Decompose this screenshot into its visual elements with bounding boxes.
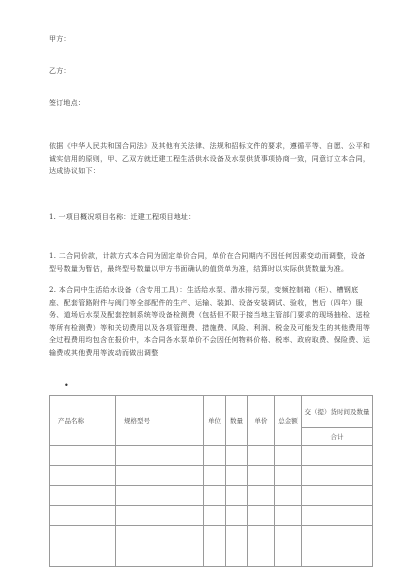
table-cell <box>116 446 204 466</box>
col-header-price: 单价 <box>248 396 275 446</box>
table-cell <box>248 446 275 466</box>
col-header-unit: 单位 <box>204 396 226 446</box>
table-cell <box>204 486 226 506</box>
product-table <box>49 395 373 567</box>
party-a-line: 甲方： <box>49 35 71 43</box>
paragraph-bullet: • <box>64 381 69 390</box>
table-cell <box>275 466 302 486</box>
table-cell <box>50 486 116 506</box>
table-cell <box>116 486 204 506</box>
table-cell <box>248 486 275 506</box>
col-header-qty: 数量 <box>226 396 248 446</box>
col-header-spec: 规格型号 <box>116 396 204 446</box>
intro-paragraph: 依据《中华人民共和国合同法》及其他有关法律、法规和招标文件的要求，遵循平等、自愿、公平和诚实信用的原则，甲、乙双方就迁建工程生活供水设备及水泵供货事项协商一致，同意订立本合同，达成协议如下： <box>49 142 371 175</box>
table-cell <box>302 446 373 466</box>
table-cell <box>226 446 248 466</box>
table-row <box>50 446 373 466</box>
table-cell <box>116 506 204 526</box>
table-row <box>50 526 373 567</box>
table-cell <box>302 466 373 486</box>
table-cell <box>302 526 373 567</box>
table-cell <box>275 486 302 506</box>
table-row <box>50 486 373 506</box>
col-header-delivery: 交（提）货时间及数量 <box>302 396 373 428</box>
table-cell <box>302 506 373 526</box>
table-cell <box>204 526 226 567</box>
table-cell <box>50 466 116 486</box>
col-header-product: 产品名称 <box>50 396 116 446</box>
table-row <box>50 506 373 526</box>
table-cell <box>50 526 116 567</box>
clause2-paragraph: 2. 本合同中生活给水设备（含专用工具）：生活给水泵、潜水排污泵，变频控制箱（柜）、槽钢底座、配套管路附件与阀门等全部配件的生产、运输、装卸、设备安装调试、验收，售后（四年）服务、道场后水泵及配套控制系统等设备检测费（包括但不限于接当地主管部门要求的现场抽检、送检等所有检测费）等和关切费用以及各项管理费、措施费、风险、利润、税金及可能发生的其他费用等全过程费用均包含在报价中，本合同各水泵单价不会因任何物料价格、税率、政府取费、保险费、运输费或其他费用等波动而做出调整 <box>49 286 371 357</box>
table-cell <box>204 506 226 526</box>
table-cell <box>248 506 275 526</box>
table-cell <box>204 466 226 486</box>
table-cell <box>226 506 248 526</box>
table-cell <box>226 466 248 486</box>
section1-heading: 1. 一项目概况项目名称：迁建工程项目地址： <box>49 213 196 221</box>
sign-place-line: 签订地点： <box>49 99 85 107</box>
table-cell <box>275 446 302 466</box>
clause1-paragraph: 1. 二合同价款，计款方式本合同为固定单价合同，单价在合同期内不因任何因素变动而调整，设备型号数量为暂估，最终型号数量以甲方书面确认的值货单为准，结算时以实际供货数量为准。 <box>49 252 366 273</box>
party-b-line: 乙方： <box>49 67 71 75</box>
table-cell <box>226 526 248 567</box>
table-cell <box>116 466 204 486</box>
col-header-total: 总金额 <box>275 396 302 446</box>
table-cell <box>204 446 226 466</box>
table-cell <box>50 506 116 526</box>
table-cell <box>116 526 204 567</box>
table-cell <box>50 446 116 466</box>
table-cell <box>226 486 248 506</box>
table-cell <box>275 526 302 567</box>
col-header-delivery-sum: 合计 <box>302 428 373 446</box>
table-cell <box>248 466 275 486</box>
table-cell <box>275 506 302 526</box>
table-cell <box>248 526 275 567</box>
table-row <box>50 466 373 486</box>
table-cell <box>302 486 373 506</box>
